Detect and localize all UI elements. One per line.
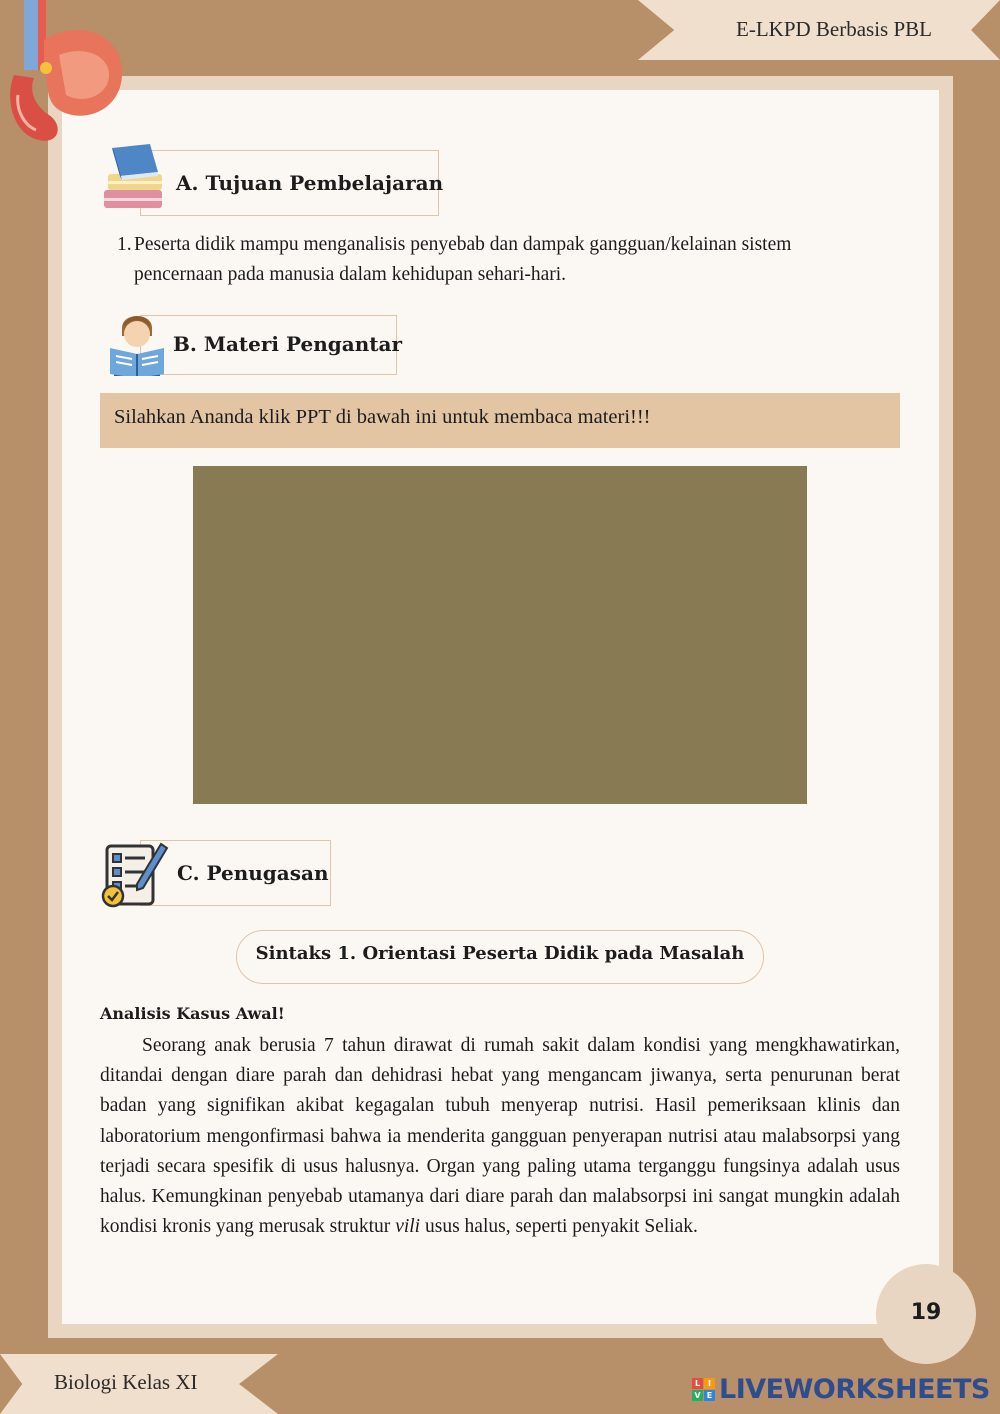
liveworksheets-logo-icon: L I V E — [692, 1378, 715, 1401]
objective-number: 1. — [117, 234, 132, 255]
sintaks-label: Sintaks 1. Orientasi Peserta Didik pada Masalah — [255, 943, 745, 964]
objective-line-1: Peserta didik mampu menganalisis penyebab dan dampak gangguan/kelainan sistem — [134, 234, 792, 255]
books-icon — [98, 142, 168, 216]
liveworksheets-logo[interactable] — [692, 1374, 990, 1405]
case-text-before: Seorang anak berusia 7 tahun dirawat di rumah sakit dalam kondisi yang mengkhawatirkan, ditandai dengan diare parah dan dehidrasi hebat yang mengancam jiwanya, serta penurunan berat badan yang signifikan akibat kegagalan tubuh menyerap nutrisi. Hasil pemeriksaan klinis dan laboratorium mengonfirmasi bahwa ia menderita gangguan penyerapan nutrisi atau malabsorpsi yang terjadi secara spesifik di usus halusnya. Organ yang paling utama terganggu fungsinya adalah usus halus. Kemungkinan penyebab utamanya dari diare parah dan malabsorpsi ini sangat mungkin adalah kondisi kronis yang merusak struktur — [100, 1035, 900, 1238]
page-number: 19 — [910, 1300, 942, 1325]
stomach-illustration-icon — [4, 0, 128, 146]
header-title: E-LKPD Berbasis PBL — [736, 17, 932, 41]
case-text-after: usus halus, seperti penyakit Seliak. — [420, 1216, 698, 1238]
footer-subject: Biologi Kelas XI — [54, 1370, 198, 1394]
case-title: Analisis Kasus Awal! — [100, 1004, 285, 1023]
section-a-title: A. Tujuan Pembelajaran — [176, 171, 444, 195]
checklist-clipboard-icon — [99, 840, 171, 910]
case-text-italic: vili — [395, 1216, 421, 1238]
section-c-title: C. Penugasan — [177, 861, 329, 885]
case-paragraph — [100, 1031, 900, 1242]
liveworksheets-logo-text: LIVEWORKSHEETS — [719, 1374, 990, 1405]
student-reading-icon — [104, 306, 170, 376]
section-b-title: B. Materi Pengantar — [173, 332, 402, 356]
ppt-embed[interactable] — [193, 466, 807, 804]
materi-instruction-text: Silahkan Ananda klik PPT di bawah ini untuk membaca materi!!! — [114, 406, 651, 428]
objective-line-2: pencernaan pada manusia dalam kehidupan sehari-hari. — [134, 264, 567, 285]
